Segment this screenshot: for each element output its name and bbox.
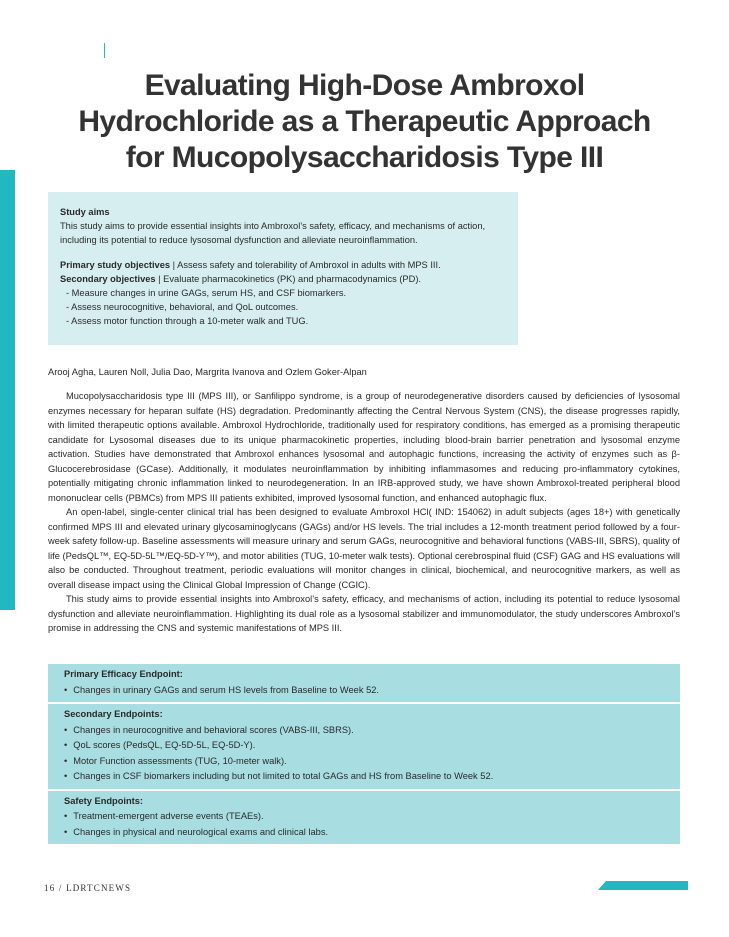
primary-objectives-label: Primary study objectives: [60, 260, 171, 270]
title-line-1: Evaluating High-Dose Ambroxol: [144, 69, 585, 102]
title-line-2: Hydrochloride as a Therapeutic Approach: [78, 105, 651, 138]
objective-bullet: - Assess motor function through a 10-meter walk and TUG.: [66, 316, 309, 326]
endpoint-item: • QoL scores (PedsQL, EQ-5D-5L, EQ-5D-Y).: [64, 738, 666, 754]
endpoint-item: • Changes in urinary GAGs and serum HS levels from Baseline to Week 52.: [64, 683, 666, 699]
secondary-objectives-label: Secondary objectives: [60, 274, 156, 284]
objective-bullet: - Assess neurocognitive, behavioral, and QoL outcomes.: [66, 302, 299, 312]
body-paragraph-3: This study aims to provide essential insights into Ambroxol’s safety, efficacy, and mechanisms of action, including its potential to reduce lysosomal dysfunction and alleviate neuroinflammation. Highlighting its dual role as a lysosomal stabilizer and immunomodulator, the study underscores Ambroxol’s promise in addressing the CNS and systemic manifestations of MPS III.: [48, 594, 680, 633]
title-line-3: for Mucopolysaccharidosis Type III: [125, 141, 604, 174]
page-title: [40, 68, 689, 176]
endpoint-item: • Changes in neurocognitive and behavioral scores (VABS-III, SBRS).: [64, 723, 666, 739]
left-accent-bar: [0, 170, 15, 610]
endpoint-title: Primary Efficacy Endpoint:: [64, 669, 183, 679]
safety-endpoint-section: [48, 791, 680, 847]
endpoint-title: Safety Endpoints:: [64, 795, 144, 806]
endpoint-item: • Changes in CSF biomarkers including but not limited to total GAGs and HS from Baseline to Week 52.: [64, 769, 666, 785]
primary-endpoint-section: [48, 664, 680, 704]
primary-objectives: [60, 258, 506, 272]
page-footer: 16 / LDRTCNEWS: [44, 883, 132, 893]
body-paragraph-1: Mucopolysaccharidosis type III (MPS III), or Sanfilippo syndrome, is a group of neurodegenerative disorders caused by deficiencies of lysosomal enzymes necessary for heparan sulfate (HS) degradation. Predominantly affecting the Central Nervous System (CNS), the disease progresses rapidly, with limited therapeutic options available. Ambroxol Hydrochloride, traditionally used for respiratory conditions, has emerged as a promising therapeutic candidate for Lysosomal diseases due to its unique pharmacokinetic properties, including blood-brain barrier penetration and lysosomal enzyme activation. Studies have demonstrated that Ambroxol enhances lysosomal and autophagic functions, increasing the activity of enzymes such as β-Glucocerebrosidase (GCase). Additionally, it modulates neuroinflammation by inhibiting inflammasomes and reducing pro-inflammatory cytokines, potentially mitigating chronic inflammation linked to neurodegeneration. In an IRB-approved study, we have shown Ambroxol-treated peripheral blood mononuclear cells (PBMCs) from MPS III patients exhibited, improved lysosomal function, and enhanced autophagic flux.: [48, 391, 680, 503]
endpoint-item: • Changes in physical and neurological exams and clinical labs.: [64, 825, 666, 841]
footer-accent-bar: [598, 881, 688, 890]
endpoint-title: Secondary Endpoints:: [64, 709, 163, 719]
endpoint-item: • Motor Function assessments (TUG, 10-meter walk).: [64, 754, 666, 770]
endpoint-item: • Treatment-emergent adverse events (TEAEs).: [64, 809, 666, 825]
primary-objectives-text: | Assess safety and tolerability of Ambroxol in adults with MPS III.: [170, 260, 441, 270]
authors-line: Arooj Agha, Lauren Noll, Julia Dao, Margrita Ivanova and Ozlem Goker-Alpan: [48, 367, 367, 377]
aims-text: This study aims to provide essential insights into Ambroxol’s safety, efficacy, and mechanisms of action, including its potential to reduce lysosomal dysfunction and alleviate neuroinflammation.: [60, 221, 486, 245]
secondary-endpoint-section: [48, 704, 680, 791]
secondary-objectives: [60, 272, 506, 286]
secondary-objectives-text: | Evaluate pharmacokinetics (PK) and pharmacodynamics (PD).: [155, 274, 422, 284]
study-aims-box: [48, 192, 518, 345]
aims-heading: Study aims: [60, 207, 110, 217]
top-accent-tick: [104, 43, 105, 58]
endpoints-table: [48, 664, 680, 846]
article-body: [48, 389, 680, 636]
body-paragraph-2: An open-label, single-center clinical trial has been designed to evaluate Ambroxol HCl( IND: 154062) in adult subjects (ages 18+) with genetically confirmed MPS III and elevated urinary glycosaminoglycans (GAGs) and/or HS levels. The trial includes a 12-month treatment period followed by a four-week safety follow-up. Baseline assessments will measure urinary and serum GAGs, neurocognitive and behavioral functions (VABS-III, SBRS), quality of life (PedsQL™, EQ-5D-5L™/EQ-5D-Y™), and motor abilities (TUG, 10-meter walk tests). Optional cerebrospinal fluid (CSF) GAG and HS evaluations will also be conducted. Throughout treatment, periodic evaluations will monitor changes in clinical, biochemical, and neurocognitive markers, as well as overall disease impact using the Clinical Global Impression of Change (CGIC).: [48, 507, 680, 590]
objective-bullet: - Measure changes in urine GAGs, serum HS, and CSF biomarkers.: [66, 288, 347, 298]
